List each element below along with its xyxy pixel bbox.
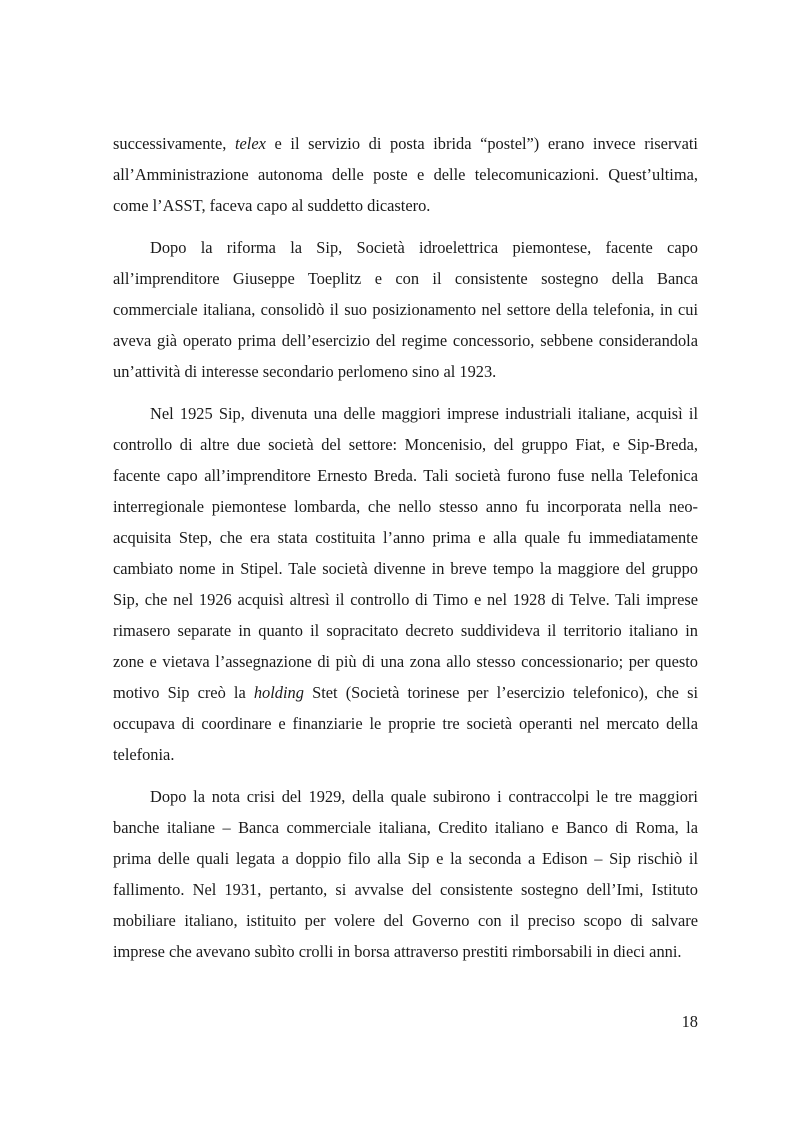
text-segment: Nel 1925 Sip, divenuta una delle maggiori imprese industriali italiane, acquisì il controllo di altre due società del settore: Moncenisio, del gruppo Fiat, e Sip-Breda, facente capo all’imprenditore Ernesto Breda. Tali società furono fuse nella Telefonica interregionale piemontese lombarda, che nello stesso anno fu incorporata nella neo-acquisita Step, che era stata costituita l’anno prima e alla quale fu immediatamente cambiato nome in Stipel. Tale società divenne in breve tempo la maggiore del gruppo Sip, che nel 1926 acquisì altresì il controllo di Timo e nel 1928 di Telve. Tali imprese rimasero separate in quanto il sopracitato decreto suddivideva il territorio italiano in zone e vietava l’assegnazione di più di una zona allo stesso concessionario; per questo motivo Sip creò la: [113, 404, 698, 702]
text-segment: successivamente,: [113, 134, 235, 153]
page-number: 18: [681, 1012, 698, 1031]
text-segment: Dopo la riforma la Sip, Società idroelettrica piemontese, facente capo all’imprenditore Giuseppe Toeplitz e con il consistente sostegno della Banca commerciale italiana, consolidò il suo posizionamento nel settore della telefonia, in cui aveva già operato prima dell’esercizio del regime concessorio, sebbene considerandola un’attività di interesse secondario perlomeno sino al 1923.: [113, 238, 698, 381]
italic-term-holding: holding: [253, 683, 304, 702]
body-text: [113, 128, 698, 967]
text-segment: Dopo la nota crisi del 1929, della quale subirono i contraccolpi le tre maggiori banche italiane – Banca commerciale italiana, Credito italiano e Banco di Roma, la prima delle quali legata a doppio filo alla Sip e la seconda a Edison – Sip rischiò il fallimento. Nel 1931, pertanto, si avvalse del consistente sostegno dell’Imi, Istituto mobiliare italiano, istituito per volere del Governo con il preciso scopo di salvare imprese che avevano subìto crolli in borsa attraverso prestiti rimborsabili in dieci anni.: [113, 787, 698, 961]
paragraph-2: [113, 232, 698, 387]
paragraph-4: [113, 781, 698, 967]
paragraph-1: [113, 128, 698, 221]
italic-term-telex: telex: [234, 134, 266, 153]
paragraph-3: [113, 398, 698, 770]
text-segment: Stet (Società torinese per l’esercizio telefonico), che si occupava di coordinare e finanziarie le proprie tre società operanti nel mercato della telefonia.: [113, 683, 699, 764]
text-segment: e il servizio di posta ibrida “postel”) erano invece riservati all’Amministrazione autonoma delle poste e delle telecomunicazioni. Quest’ultima, come l’ASST, faceva capo al suddetto dicastero.: [113, 134, 698, 215]
